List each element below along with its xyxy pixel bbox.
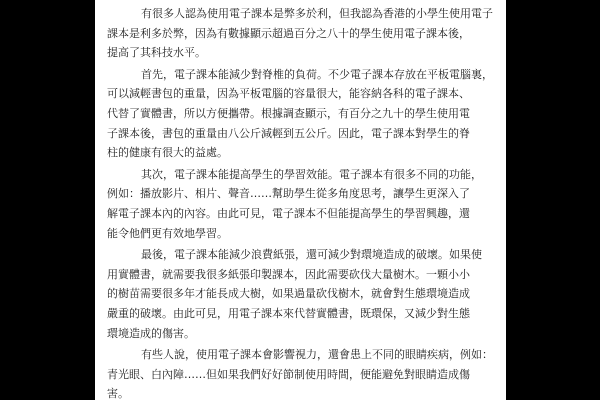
text-line: 青光眼、白內障……但如果我們好好節制使用時間，便能避免對眼睛造成傷 <box>107 367 470 381</box>
text-line: 柱的健康有很大的益處。 <box>107 146 228 160</box>
text-line: 的樹苗需要很多年才能長成大樹，如果過量砍伐樹木，就會對生態環境造成 <box>107 287 470 301</box>
text-line: 最後，電子課本能減少浪費紙張，還可減少對環境造成的破壞。如果使 <box>141 248 482 262</box>
paragraph-intro <box>107 4 505 63</box>
text-line: 可以減輕書包的重量，因為平板電腦的容量很大，能容納各科的電子課本、 <box>107 87 470 101</box>
text-line: 課本是利多於弊，因為有數據顯示超過百分之八十的學生使用電子課本後， <box>107 26 470 40</box>
text-line: 環境造成的傷害。 <box>107 326 195 340</box>
text-line: 代替了實體書，所以方便攜帶。根據調查顯示，有百分之九十的學生使用電 <box>107 106 470 120</box>
text-line: 害。 <box>107 387 129 400</box>
paragraph-third-point <box>107 245 505 343</box>
text-line: 提高了其科技水平。 <box>107 46 206 60</box>
text-line: 有很多人認為使用電子課本是弊多於利，但我認為香港的小學生使用電子 <box>141 7 493 20</box>
text-line: 例如：播放影片、相片、聲音……幫助學生從多角度思考，讓學生更深入了 <box>107 187 470 201</box>
paragraph-counterargument <box>107 345 505 400</box>
text-line: 嚴重的破壞。由此可見，用電子課本來代替實體書，既環保，又減少對生態 <box>107 306 470 320</box>
document-page <box>95 0 506 400</box>
text-line: 解電子課本內的內容。由此可見，電子課本不但能提高學生的學習興趣，還 <box>107 206 470 220</box>
paragraph-first-point <box>107 65 505 163</box>
text-line: 首先，電子課本能減少對脊椎的負荷。不少電子課本存放在平板電腦裏， <box>141 67 493 81</box>
essay-body <box>107 4 505 400</box>
text-line: 有些人說，使用電子課本會影響視力，還會患上不同的眼睛疾病，例如： <box>141 348 493 362</box>
text-line: 用實體書，就需要我很多紙張印製課本，因此需要砍伐大量樹木。一顆小小 <box>107 267 470 281</box>
text-line: 子課本後，書包的重量由八公斤減輕到五公斤。因此，電子課本對學生的脊 <box>107 126 470 140</box>
text-line: 能令他們更有效地學習。 <box>107 226 228 240</box>
paragraph-second-point <box>107 165 505 243</box>
text-line: 其次，電子課本能提高學生的學習效能。電子課本有很多不同的功能， <box>141 167 482 181</box>
